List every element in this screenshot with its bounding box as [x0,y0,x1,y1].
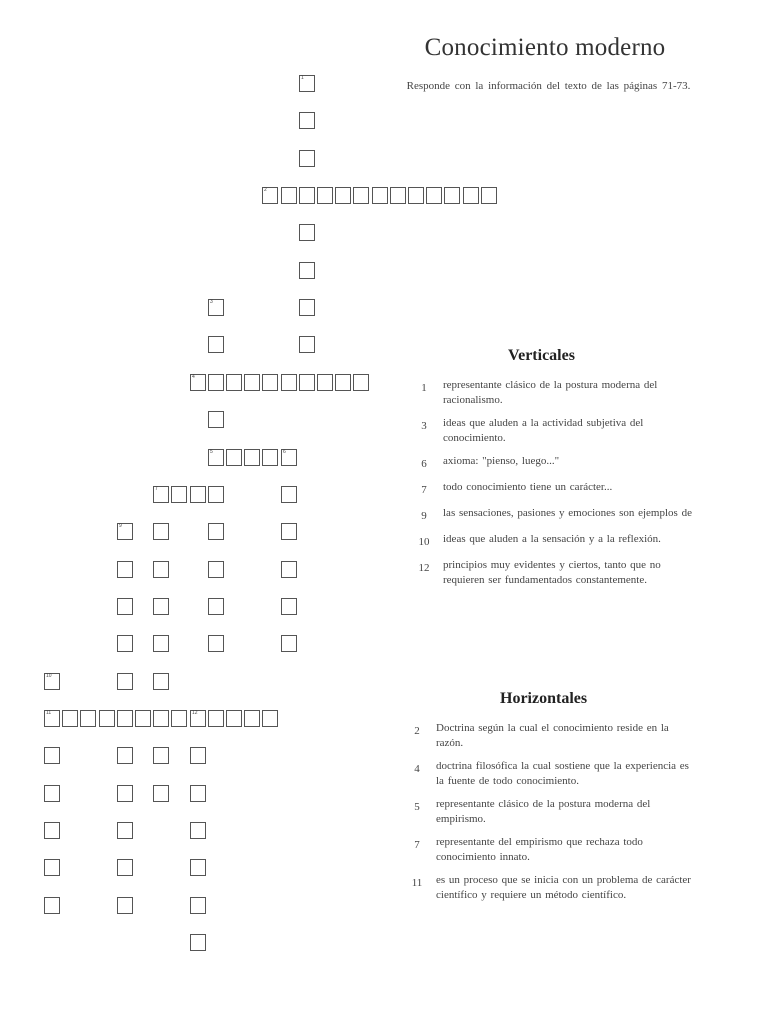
clue-text: todo conocimiento tiene un carácter... [443,481,613,493]
clue-item [398,721,698,751]
crossword-cell[interactable] [481,187,497,204]
crossword-cell[interactable] [153,747,169,764]
clue-number-label: 7 [155,486,158,492]
crossword-cell[interactable] [190,897,206,914]
crossword-cell[interactable] [317,187,333,204]
clue-number: 6 [421,458,427,470]
clue-number-label: 4 [192,374,195,380]
crossword-cell[interactable] [208,299,224,316]
clue-item [398,873,698,903]
crossword-cell[interactable] [281,187,297,204]
crossword-cell[interactable] [190,747,206,764]
crossword-cell[interactable] [153,710,169,727]
crossword-cell[interactable] [80,710,96,727]
crossword-cell[interactable] [299,262,315,279]
clue-number-label: 1 [301,75,304,81]
crossword-cell[interactable] [153,785,169,802]
crossword-cell[interactable] [281,486,297,503]
crossword-cell[interactable] [117,598,133,615]
crossword-cell[interactable] [44,859,60,876]
clue-text: representante clásico de la postura moderna del racionalismo. [443,379,658,406]
clue-item [405,532,705,550]
clue-item [405,558,705,588]
crossword-cell[interactable] [208,635,224,652]
crossword-cell[interactable] [153,635,169,652]
clue-text: axioma: "pienso, luego..." [443,455,560,467]
crossword-cell[interactable] [281,449,297,466]
clue-number: 3 [421,420,427,432]
crossword-cell[interactable] [408,187,424,204]
crossword-cell[interactable] [281,598,297,615]
crossword-cell[interactable] [299,374,315,391]
crossword-cell[interactable] [171,710,187,727]
verticales-clue-list [405,378,705,596]
crossword-cell[interactable] [190,934,206,951]
clue-number: 11 [411,877,423,889]
clue-number-label: 6 [283,449,286,455]
instructions: Responde con la información del texto de las páginas 71-73. [406,80,691,92]
crossword-cell[interactable] [208,710,224,727]
crossword-cell[interactable] [372,187,388,204]
clue-text: representante del empirismo que rechaza todo conocimiento innato. [436,836,643,863]
crossword-cell[interactable] [44,822,60,839]
clue-number: 5 [414,801,420,813]
clue-text: representante clásico de la postura moderna del empirismo. [436,798,651,825]
crossword-cell[interactable] [153,523,169,540]
crossword-cell[interactable] [44,747,60,764]
crossword-cell[interactable] [117,747,133,764]
crossword-cell[interactable] [353,374,369,391]
clue-number-label: 10 [46,673,52,679]
crossword-cell[interactable] [117,523,133,540]
clue-text: es un proceso que se inicia con un problema de carácter científico y requiere un método científico. [436,874,691,901]
clue-item [405,416,705,446]
crossword-cell[interactable] [281,635,297,652]
crossword-cell[interactable] [190,859,206,876]
crossword-cell[interactable] [153,486,169,503]
crossword-cell[interactable] [281,561,297,578]
crossword-cell[interactable] [262,187,278,204]
crossword-cell[interactable] [117,710,133,727]
crossword-cell[interactable] [262,374,278,391]
horizontales-heading: Horizontales [500,690,588,707]
crossword-cell[interactable] [244,449,260,466]
crossword-cell[interactable] [44,897,60,914]
clue-item [398,797,698,827]
crossword-cell[interactable] [208,486,224,503]
crossword-cell[interactable] [208,336,224,353]
crossword-cell[interactable] [226,710,242,727]
page-title: Conocimiento moderno [424,34,666,61]
clue-text: doctrina filosófica la cual sostiene que la experiencia es la fuente de todo conocimiento. [436,760,689,787]
crossword-cell[interactable] [299,224,315,241]
crossword-cell[interactable] [299,299,315,316]
crossword-cell[interactable] [135,710,151,727]
crossword-cell[interactable] [208,449,224,466]
clue-number-label: 3 [210,299,213,305]
clue-number: 12 [418,562,430,574]
clue-text: Doctrina según la cual el conocimiento reside en la razón. [436,722,669,749]
clue-item [405,506,705,524]
crossword-cell[interactable] [463,187,479,204]
crossword-cell[interactable] [117,897,133,914]
crossword-cell[interactable] [262,449,278,466]
crossword-cell[interactable] [190,486,206,503]
clue-number: 2 [414,725,420,737]
crossword-cell[interactable] [190,785,206,802]
clue-number: 4 [414,763,420,775]
crossword-cell[interactable] [208,523,224,540]
clue-item [405,480,705,498]
crossword-cell[interactable] [226,449,242,466]
crossword-cell[interactable] [226,374,242,391]
crossword-cell[interactable] [44,673,60,690]
clue-text: principios muy evidentes y ciertos, tanto que no requieren ser fundamentados constantemente. [443,559,661,586]
crossword-cell[interactable] [244,374,260,391]
crossword-cell[interactable] [353,187,369,204]
crossword-cell[interactable] [99,710,115,727]
crossword-cell[interactable] [190,822,206,839]
crossword-cell[interactable] [281,374,297,391]
crossword-cell[interactable] [44,710,60,727]
clue-item [405,454,705,472]
crossword-cell[interactable] [208,561,224,578]
crossword-cell[interactable] [117,785,133,802]
clue-number: 1 [421,382,427,394]
clue-number: 7 [421,484,427,496]
crossword-cell[interactable] [299,336,315,353]
horizontales-clue-list [398,721,698,911]
crossword-cell[interactable] [117,822,133,839]
crossword-cell[interactable] [208,374,224,391]
crossword-cell[interactable] [299,112,315,129]
crossword-cell[interactable] [244,710,260,727]
clue-number: 10 [418,536,430,548]
clue-number-label: 2 [264,187,267,193]
clue-number-label: 12 [192,710,198,716]
clue-text: ideas que aluden a la sensación y a la reflexión. [443,533,661,545]
clue-number: 7 [414,839,420,851]
crossword-cell[interactable] [262,710,278,727]
clue-number-label: 11 [46,710,52,716]
crossword-cell[interactable] [171,486,187,503]
clue-item [398,835,698,865]
crossword-cell[interactable] [335,374,351,391]
crossword-cell[interactable] [390,187,406,204]
crossword-cell[interactable] [117,635,133,652]
crossword-cell[interactable] [44,785,60,802]
crossword-cell[interactable] [317,374,333,391]
clue-text: ideas que aluden a la actividad subjetiva del conocimiento. [443,417,644,444]
crossword-cell[interactable] [117,561,133,578]
clue-text: las sensaciones, pasiones y emociones son ejemplos de [443,507,692,519]
crossword-cell[interactable] [208,411,224,428]
crossword-cell[interactable] [117,673,133,690]
crossword-cell[interactable] [208,598,224,615]
crossword-cell[interactable] [62,710,78,727]
crossword-cell[interactable] [299,75,315,92]
crossword-cell[interactable] [426,187,442,204]
verticales-heading: Verticales [508,347,575,364]
crossword-cell[interactable] [190,374,206,391]
clue-item [405,378,705,408]
clue-item [398,759,698,789]
crossword-cell[interactable] [190,710,206,727]
crossword-cell[interactable] [299,150,315,167]
crossword-cell[interactable] [444,187,460,204]
crossword-cell[interactable] [117,859,133,876]
clue-number-label: 5 [210,449,213,455]
clue-number: 9 [421,510,427,522]
crossword-cell[interactable] [153,561,169,578]
clue-number-label: 9 [119,523,122,529]
crossword-cell[interactable] [153,673,169,690]
crossword-cell[interactable] [153,598,169,615]
crossword-cell[interactable] [335,187,351,204]
crossword-cell[interactable] [281,523,297,540]
crossword-cell[interactable] [299,187,315,204]
